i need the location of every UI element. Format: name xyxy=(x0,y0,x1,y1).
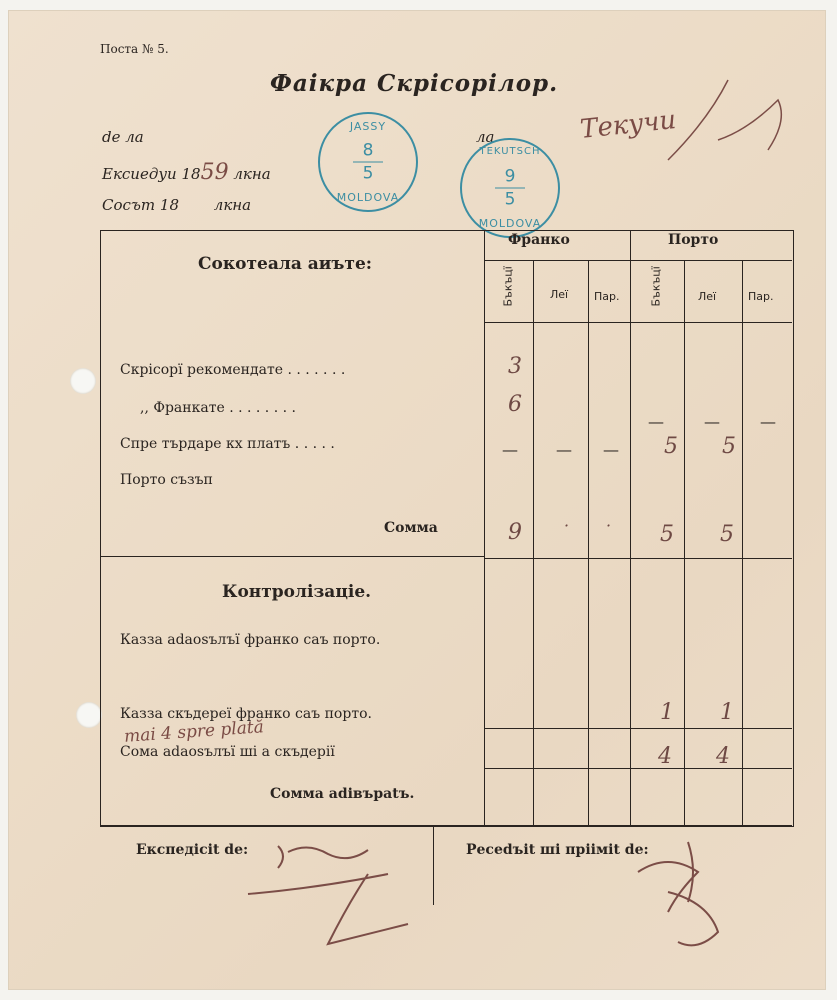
stamp-tekutsch-bottom: MOLDOVA xyxy=(478,217,542,230)
cell-franked-bucati: 6 xyxy=(508,392,522,417)
suma-final-label: Сомма adiвърatъ. xyxy=(270,786,415,802)
suma-porto-lei: 5 xyxy=(720,522,734,547)
suma-adaos-label: Сома adaosълъї шi a скъдерії xyxy=(120,744,335,760)
document-title: Фаікра Скрісорілор. xyxy=(270,70,559,97)
destination-handwriting: Текучи xyxy=(578,105,678,145)
arrived-label xyxy=(102,196,251,214)
to-label: ла xyxy=(476,128,495,146)
from-label: de ла xyxy=(102,128,144,146)
primit-label: Ресеdъіt ші прііміt de: xyxy=(466,842,649,858)
waybill-sheet xyxy=(8,10,826,990)
scadere-porto-bucati: 1 xyxy=(660,700,674,725)
tekutsch-postmark xyxy=(460,138,560,238)
scadere-porto-lei: 1 xyxy=(720,700,734,725)
cell-franked-porto-bucati: — xyxy=(648,412,664,431)
cell-franked-porto-par: — xyxy=(760,412,776,431)
franko-heading: Франко xyxy=(508,232,570,248)
expedited-year-handwritten: 5 xyxy=(200,160,215,185)
stamp-jassy-day: 8 xyxy=(362,140,374,161)
stamp-tekutsch-top: TEKUTSCH xyxy=(479,146,541,157)
stamp-tekutsch-day: 9 xyxy=(504,166,516,187)
col-bucati-porto: Бъкъцї xyxy=(649,266,663,307)
arrived-year-prefix: Сосът 18 xyxy=(102,196,179,214)
col-bucati-franko: Бъкъцї xyxy=(501,266,515,307)
stamp-tekutsch-month: 5 xyxy=(504,189,516,210)
handwritten-note: mai 4 spre plată xyxy=(123,717,265,747)
cell-recommended-bucati: 3 xyxy=(508,354,522,379)
cell-topay-franko-bucati: — xyxy=(502,440,518,459)
col-lei-porto: Леї xyxy=(698,290,717,303)
punch-hole-top xyxy=(70,368,96,394)
divider-left-section xyxy=(484,230,485,825)
cell-topay-porto-lei: 5 xyxy=(722,434,736,459)
suma-franko-par: · xyxy=(606,516,612,535)
suma-label: Сомма xyxy=(384,520,438,536)
cell-topay-porto-bucati: 5 xyxy=(664,434,678,459)
row-to-pay-label: Спре търдаре кх платъ . . . . . xyxy=(120,436,335,452)
expedited-label: Ексиедуи 1859 лкна xyxy=(102,160,271,185)
row-recommended-label: Скрісорї рекомендате . . . . . . . xyxy=(120,362,346,378)
adaos-label: Казза adaosълъї франко саъ порто. xyxy=(120,632,381,648)
suma-adaos-porto-lei: 4 xyxy=(716,744,730,769)
jassy-postmark xyxy=(318,112,418,212)
suma-franko-lei: · xyxy=(564,516,570,535)
stamp-jassy-top: JASSY xyxy=(349,120,387,133)
stamp-jassy-month: 5 xyxy=(362,163,374,184)
punch-hole-bottom xyxy=(76,702,102,728)
post-number: Поста № 5. xyxy=(100,42,169,56)
scadere-label: Казза скъдереї франко саъ порто. xyxy=(120,706,372,722)
expedited-month-label: лкна xyxy=(233,165,271,183)
cell-topay-franko-lei: — xyxy=(556,440,572,459)
stamp-jassy-bottom: MOLDOVA xyxy=(336,191,400,204)
cell-topay-franko-par: — xyxy=(603,440,619,459)
suma-porto-bucati: 5 xyxy=(660,522,674,547)
receiver-signature xyxy=(628,832,748,962)
row-franked-label: ,, Франкате . . . . . . . . xyxy=(140,400,296,416)
porto-heading: Порто xyxy=(668,232,719,248)
control-heading: Контролізаціе. xyxy=(222,582,372,602)
accounts-heading: Сокотеала аиъте: xyxy=(198,254,373,274)
expediat-label: Експедісіt de: xyxy=(136,842,249,858)
col-par-porto: Пар. xyxy=(748,290,774,303)
suma-franko-bucati: 9 xyxy=(508,520,522,545)
col-par-franko: Пар. xyxy=(594,290,620,303)
cell-franked-porto-lei: — xyxy=(704,412,720,431)
expediter-signature xyxy=(228,834,428,954)
expedited-year-prefix: Ексиедуи 18 xyxy=(102,165,201,183)
suma-adaos-porto-bucati: 4 xyxy=(658,744,672,769)
arrived-month-label: лкна xyxy=(213,196,252,214)
col-lei-franko: Леї xyxy=(550,288,569,301)
top-right-scribble xyxy=(648,70,808,180)
row-porto-label: Порто съзъп xyxy=(120,472,213,488)
